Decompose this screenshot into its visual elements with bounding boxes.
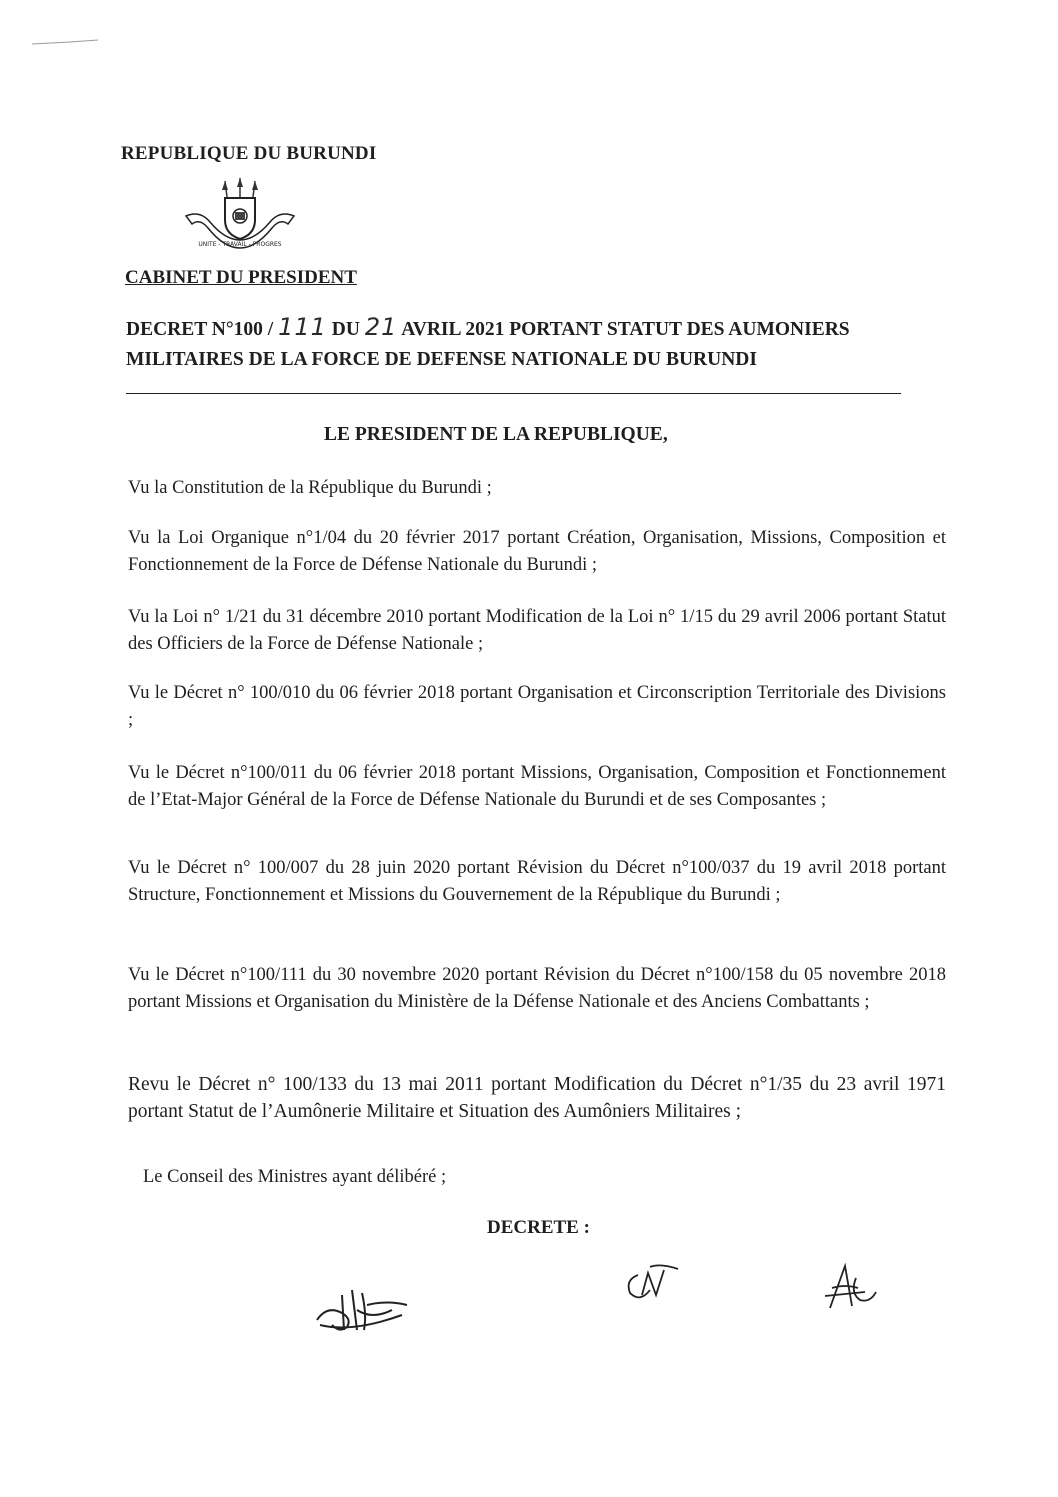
- visa-paragraph: Revu le Décret n° 100/133 du 13 mai 2011 portant Modification du Décret n°1/35 du 23 avril 1971 portant Statut de l’Aumônerie Militaire et Situation des Aumôniers Militaires ;: [128, 1074, 946, 1122]
- decree-title-rest: AVRIL 2021 PORTANT STATUT DES AUMONIERS MILITAIRES DE LA FORCE DE DEFENSE NATIONALE DU BURUNDI: [126, 319, 850, 370]
- visa-paragraph: Vu le Décret n° 100/007 du 28 juin 2020 portant Révision du Décret n°100/037 du 19 avril 2018 portant Structure, Fonctionnement et Missions du Gouvernement de la République du Burundi ;: [128, 858, 946, 905]
- cabinet-heading: CABINET DU PRESIDENT: [125, 267, 357, 288]
- decrete-heading: DECRETE :: [487, 1217, 590, 1238]
- decree-title: [126, 312, 946, 375]
- title-divider: [126, 393, 901, 394]
- scan-artifact-mark: [30, 38, 100, 46]
- visa-paragraph: Vu le Décret n°100/111 du 30 novembre 2020 portant Révision du Décret n°100/158 du 05 novembre 2018 portant Missions et Organisation du Ministère de la Défense Nationale et des Anciens Combattants ;: [128, 965, 946, 1012]
- visa-paragraph: Vu la Loi Organique n°1/04 du 20 février 2017 portant Création, Organisation, Missions, Composition et Fonctionnement de la Force de Défense Nationale du Burundi ;: [128, 528, 946, 575]
- handwritten-decree-number: 111: [278, 313, 327, 341]
- decree-title-prefix: DECRET N°100 /: [126, 319, 274, 340]
- visa-paragraph: Vu la Constitution de la République du Burundi ;: [128, 478, 492, 498]
- signature-initials-3: [820, 1258, 880, 1313]
- signature-initials-2: [620, 1255, 680, 1310]
- president-heading: LE PRESIDENT DE LA REPUBLIQUE,: [324, 424, 668, 445]
- visa-paragraph: Vu la Loi n° 1/21 du 31 décembre 2010 portant Modification de la Loi n° 1/15 du 29 avril 2006 portant Statut des Officiers de la Force de Défense Nationale ;: [128, 607, 946, 654]
- visa-paragraph: Vu le Décret n°100/011 du 06 février 2018 portant Missions, Organisation, Composition et Fonctionnement de l’Etat-Major Général de la Force de Défense Nationale du Burundi et de ses Composantes ;: [128, 763, 946, 810]
- svg-text:UNITE - TRAVAIL - PROGRES: UNITE - TRAVAIL - PROGRES: [198, 241, 282, 248]
- decree-title-mid: DU: [331, 319, 360, 340]
- handwritten-decree-day: 21: [364, 313, 398, 341]
- visa-paragraph: Vu le Décret n° 100/010 du 06 février 2018 portant Organisation et Circonscription Territoriale des Divisions ;: [128, 683, 946, 730]
- council-deliberation: Le Conseil des Ministres ayant délibéré ;: [143, 1167, 447, 1187]
- signature-initials-1: [312, 1275, 412, 1335]
- republic-heading: REPUBLIQUE DU BURUNDI: [121, 143, 377, 164]
- burundi-coat-of-arms-icon: [180, 176, 300, 258]
